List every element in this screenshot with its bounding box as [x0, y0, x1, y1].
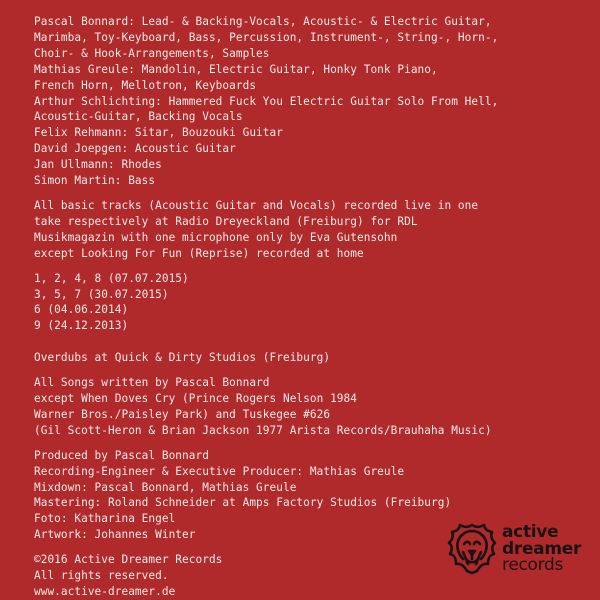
credit-line: Acoustic-Guitar, Backing Vocals: [34, 110, 243, 124]
credit-line: Mathias Greule: Mandolin, Electric Guitar, Honky Tonk Piano,: [34, 62, 438, 76]
credit-line: Marimba, Toy-Keyboard, Bass, Percussion, Instrument-, String-, Horn-,: [34, 30, 499, 44]
credit-line: Jan Ullmann: Rhodes: [34, 158, 162, 172]
credit-line: French Horn, Mellotron, Keyboards: [34, 78, 257, 92]
songwriting-line: Warner Bros./Paisley Park) and Tuskegee #626: [34, 407, 331, 421]
recording-note-line: take respectively at Radio Dreyeckland (Freiburg) for RDL: [34, 214, 418, 228]
recording-note-line: All basic tracks (Acoustic Guitar and Vocals) recorded live in one: [34, 198, 479, 212]
logo-line-records: records: [502, 555, 564, 575]
recording-note-line: except Looking For Fun (Reprise) recorded at home: [34, 246, 364, 260]
production-line: Mixdown: Pascal Bonnard, Mathias Greule: [34, 480, 297, 494]
production-line: Produced by Pascal Bonnard: [34, 448, 209, 462]
label-logo: [447, 522, 587, 578]
production-line: Foto: Katharina Engel: [34, 512, 176, 526]
credit-line: Simon Martin: Bass: [34, 174, 156, 188]
date-line: 1, 2, 4, 8 (07.07.2015): [34, 271, 189, 285]
date-line: 3, 5, 7 (30.07.2015): [34, 287, 169, 301]
recording-dates-section: [34, 271, 594, 335]
recording-note-line: Musikmagazin with one microphone only by Eva Gutensohn: [34, 230, 398, 244]
credit-line: Choir- & Hook-Arrangements, Samples: [34, 46, 270, 60]
songwriting-section: [34, 375, 594, 439]
credit-line: Arthur Schlichting: Hammered Fuck You Electric Guitar Solo From Hell,: [34, 94, 499, 108]
copyright-line: ©2016 Active Dreamer Records: [34, 553, 223, 567]
credits-section: [34, 14, 594, 189]
lion-head-icon: [447, 522, 497, 576]
liner-notes: [34, 14, 594, 600]
overdubs-line: Overdubs at Quick & Dirty Studios (Freiburg): [34, 351, 331, 365]
credit-line: David Joepgen: Acoustic Guitar: [34, 142, 236, 156]
production-line: Artwork: Johannes Winter: [34, 528, 196, 542]
songwriting-line: except When Doves Cry (Prince Rogers Nelson 1984: [34, 392, 357, 406]
date-line: 9 (24.12.2013): [34, 319, 129, 333]
recording-notes-section: [34, 198, 594, 262]
logo-wordmark: [502, 524, 581, 574]
production-line: Mastering: Roland Schneider at Amps Factory Studios (Freiburg): [34, 496, 452, 510]
logo-line-dreamer: dreamer: [502, 538, 582, 559]
rights-line: All rights reserved.: [34, 569, 169, 583]
website-line: www.active-dreamer.de: [34, 585, 176, 598]
songwriting-line: All Songs written by Pascal Bonnard: [34, 376, 270, 390]
date-line: 6 (04.06.2014): [34, 303, 129, 317]
production-line: Recording-Engineer & Executive Producer: Mathias Greule: [34, 464, 405, 478]
logo-line-active: active: [502, 522, 559, 542]
credit-line: Felix Rehmann: Sitar, Bouzouki Guitar: [34, 126, 283, 140]
songwriting-line: (Gil Scott-Heron & Brian Jackson 1977 Arista Records/Brauhaha Music): [34, 423, 492, 437]
credit-line: Pascal Bonnard: Lead- & Backing-Vocals, Acoustic- & Electric Guitar,: [34, 15, 492, 28]
